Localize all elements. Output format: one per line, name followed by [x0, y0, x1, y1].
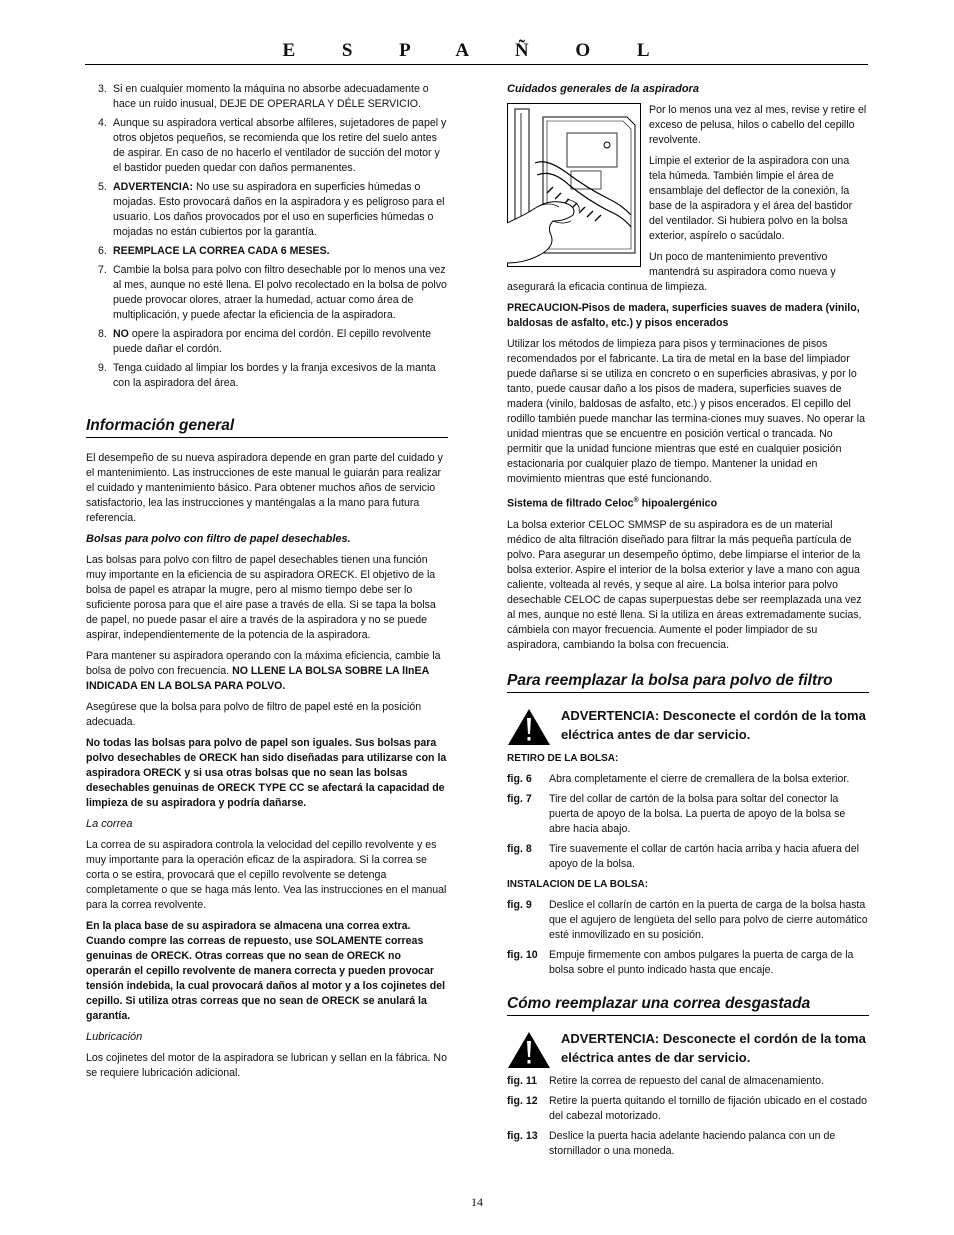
belt-paragraph-1: La correa de su aspiradora controla la velocidad del cepillo revolvente y es muy importante para la operación eficaz de la aspiradora. Si la correa se corta o se estira, provocará que el cepillo revolvente se detenga completamente o que se haga más lento. Vea las instrucciones en el manual para la correa revolvente. [86, 839, 447, 911]
fig-step: fig. 12 Retire la puerta quitando el tornillo de fijación ubicado en el costado del cabezal motorizado. [507, 1094, 868, 1122]
lubrication-subheading: Lubricación [86, 1031, 143, 1043]
bags-subheading: Bolsas para polvo con filtro de papel desechables. [86, 533, 351, 545]
bags-paragraph-3: Asegúrese que la bolsa para polvo de filtro de papel esté en la posición adecuada. [86, 701, 422, 728]
list-item: 3. Si en cualquier momento la máquina no absorbe adecuadamente o hace un ruido inusual, DEJE DE OPERARLA Y DÉLE SERVICIO. [98, 83, 429, 110]
celoc-heading: Sistema de filtrado Celoc® hipoalergénico [507, 497, 718, 510]
warning-triangle-icon [507, 1031, 551, 1069]
care-subheading: Cuidados generales de la aspiradora [507, 83, 699, 95]
bags-paragraph-4: No todas las bolsas para polvo de papel son iguales. Sus bolsas para polvo desechables de ORECK han sido diseñadas para utilizarse con la aspiradora ORECK y si usa otras bolsas que no sean las bolsas desechables genuinas de ORECK TYPE CC se afectará la capacidad de limpieza de su aspiradora y podría dañarse. [86, 737, 447, 809]
belt-subheading: La correa [86, 818, 133, 830]
fig-step: fig. 11 Retire la correa de repuesto del canal de almacenamiento. [507, 1074, 825, 1087]
fig-step: fig. 7 Tire del collar de cartón de la bolsa para soltar del conector la puerta de apoyo de la bolsa. La puerta de apoyo de la bolsa se abre hacia abajo. [507, 792, 846, 835]
caution-paragraph: Utilizar los métodos de limpieza para pisos y terminaciones de pisos recomendados por el fabricante. La tira de metal en la base del limpiador puede dañarse si se utiliza en concreto o en superficies abrasivas, y por lo tanto, puede causar daño a los pisos de madera, superficies suaves de madera (vinilo, baldosas de asfalto, etc.) y pisos encerados. El cepillo del rodillo también puede manchar las termina-ciones muy suaves. No operar la unidad mientras que se encuentre en posición vertical o trancada. No permitir que la unidad funcione mientras que esté en cualquier posición estacionaria por cualquier plazo de tiempo. Mantener la unidad en movimiento mientras que esté funcionando. [507, 338, 866, 485]
info-paragraph: El desempeño de su nueva aspiradora depende en gran parte del cuidado y el mantenimiento. Las instrucciones de este manual le guiarán para realizar el cuidado y mantenimiento básico. Para obtener muchos años de servicio satisfactorio, lea las instrucciones y manténgalas a la mano para futura referencia. [86, 452, 443, 524]
list-item: 4. Aunque su aspiradora vertical absorbe alfileres, sujetadores de papel y otros objetos pequeños, se recomienda que los retire del suelo antes de aspirar. En caso de no hacerlo el ventilador de succión del motor y el bastidor pueden quedar con daños permanentes. [98, 117, 447, 174]
belt-paragraph-2: En la placa base de su aspiradora se almacena una correa extra. Cuando compre las correas de repuesto, use SOLAMENTE correas genuinas de ORECK. Otras correas que no sean de ORECK no operarán el cepillo revolvente de manera correcta y pueden provocar tensión indebida, la cual provocará daños al motor y a los cojinetes del cepillo. Si utiliza otras correas que no sean de ORECK se anulará la garantía. [86, 920, 446, 1022]
list-item: 5. ADVERTENCIA: No use su aspiradora en superficies húmedas o mojadas. Esto provocará daños en la aspiradora y es peligroso para el usuario. Los daños provocados por el uso en superficies húmedas o mojadas no están cubiertos por la garantía. [98, 181, 445, 238]
removal-heading: RETIRO DE LA BOLSA: [507, 752, 619, 764]
left-column [86, 82, 448, 1087]
list-item: 8. NO opere la aspiradora por encima del cordón. El cepillo revolvente puede dañar el cordón. [98, 328, 431, 355]
fig-step: fig. 10 Empuje firmemente con ambos pulgares la puerta de carga de la bolsa sobre el punto indicado hasta que encaje. [507, 948, 854, 976]
brush-roll-hand-icon [507, 103, 641, 267]
page-number: 14 [471, 1195, 483, 1209]
lubrication-paragraph: Los cojinetes del motor de la aspiradora se lubrican y sellan en la fábrica. No se requiere lubricación adicional. [86, 1052, 447, 1079]
fig-step: fig. 8 Tire suavemente el collar de cartón hacia arriba y hacia afuera del apoyo de la bolsa. [507, 842, 859, 870]
care-paragraph-1: Por lo menos una vez al mes, revise y retire el exceso de pelusa, hilos o cabello del cepillo revolvente. [649, 104, 867, 146]
bags-paragraph-1: Las bolsas para polvo con filtro de papel desechables tienen una función muy importante en la eficiencia de su aspiradora ORECK. El objetivo de la bolsa de papel es atrapar la mugre, pero al mismo tiempo debe ser lo suficiente porosa para que el aire pase a través de ella. Si se tapa la bolsa de papel, no puede pasar el aire a través de la aspiradora y no se puede aspirar, independientemente de la potencia de la aspiradora. [86, 554, 436, 641]
bags-paragraph-2: Para mantener su aspiradora operando con la máxima eficiencia, cambie la bolsa de polvo con frecuencia. NO LLENE LA BOLSA SOBRE LA lInEA INDICADA EN LA BOLSA PARA POLVO. [86, 650, 441, 692]
info-heading: Información general [86, 416, 448, 438]
warning-text: ADVERTENCIA: Desconecte el cordón de la toma eléctrica antes de dar servicio. [561, 707, 866, 742]
warning-block [507, 706, 869, 746]
celoc-paragraph: La bolsa exterior CELOC SMMSP de su aspiradora es de un material médico de alta filtración diseñado para filtrar la más pequeña partícula de polvo. Para asegurar un desempeño óptimo, debe limpiarse el interior de la bolsa exterior. Aspire el interior de la bolsa exterior y lave a mano con agua caliente, volteada al revés, y seque al aire. La bolsa interior para polvo desechable CELOC de capas superpuestas debe ser reemplazada una vez al mes, aunque no esté llena. Si la utiliza en áreas extremadamente sucias, cámbiela con mayor frecuencia. Aumente el poder limpiador de su aspiradora, cambiando la bolsa con frecuencia. [507, 518, 862, 651]
install-heading: INSTALACION DE LA BOLSA: [507, 878, 649, 890]
page-header-title: E S P A Ñ O L [282, 40, 671, 61]
care-paragraph-3: Un poco de mantenimiento preventivo mantendrá su aspiradora como nueva y asegurará la eficacia continua de limpieza. [507, 251, 836, 293]
fig-step: fig. 13 Deslice la puerta hacia adelante haciendo palanca con un de stornillador o una moneda. [507, 1129, 836, 1157]
list-item: 7. Cambie la bolsa para polvo con filtro desechable por lo menos una vez al mes, aunque no esté llena. El polvo recolectado en la bolsa de polvo puede provocar olores, atraer la humedad, actuar como área de multiplicación, y puede afectar la eficiencia de la aspiradora. [98, 264, 447, 321]
right-column [507, 82, 869, 1164]
warning-text: ADVERTENCIA: Desconecte el cordón de la toma eléctrica antes de dar servicio. [561, 1030, 866, 1065]
warning-triangle-icon [507, 708, 551, 746]
list-item: 6. REEMPLACE LA CORREA CADA 6 MESES. [98, 245, 330, 257]
list-item: 9. Tenga cuidado al limpiar los bordes y la franja excesivos de la manta con la aspiradora del área. [98, 362, 436, 389]
header-rule [85, 64, 868, 65]
fig-step: fig. 9 Deslice el collarín de cartón en la puerta de carga de la bolsa hasta que el agujero de lengüeta del sello para polvo de cierre automático esté inmovilizado en su posición. [507, 898, 868, 941]
vacuum-cleaning-illustration [507, 103, 641, 267]
warning-block [507, 1029, 869, 1069]
safety-list [86, 82, 448, 391]
bag-replace-heading: Para reemplazar la bolsa para polvo de filtro [507, 671, 869, 693]
fig-step: fig. 6 Abra completamente el cierre de cremallera de la bolsa exterior. [507, 772, 850, 785]
belt-replace-heading: Cómo reemplazar una correa desgastada [507, 994, 869, 1016]
caution-heading: PRECAUCION-Pisos de madera, superficies suaves de madera (vinilo, baldosas de asfalto, etc.) y pisos encerados [507, 302, 860, 329]
care-paragraph-2: Limpie el exterior de la aspiradora con una tela húmeda. También limpie el área de ensamblaje del deflector de la conexión, la base de la aspiradora y el área del bastidor del ventilador. Si hubiera polvo en la bolsa exterior, aspírelo o sacúdalo. [649, 155, 853, 242]
